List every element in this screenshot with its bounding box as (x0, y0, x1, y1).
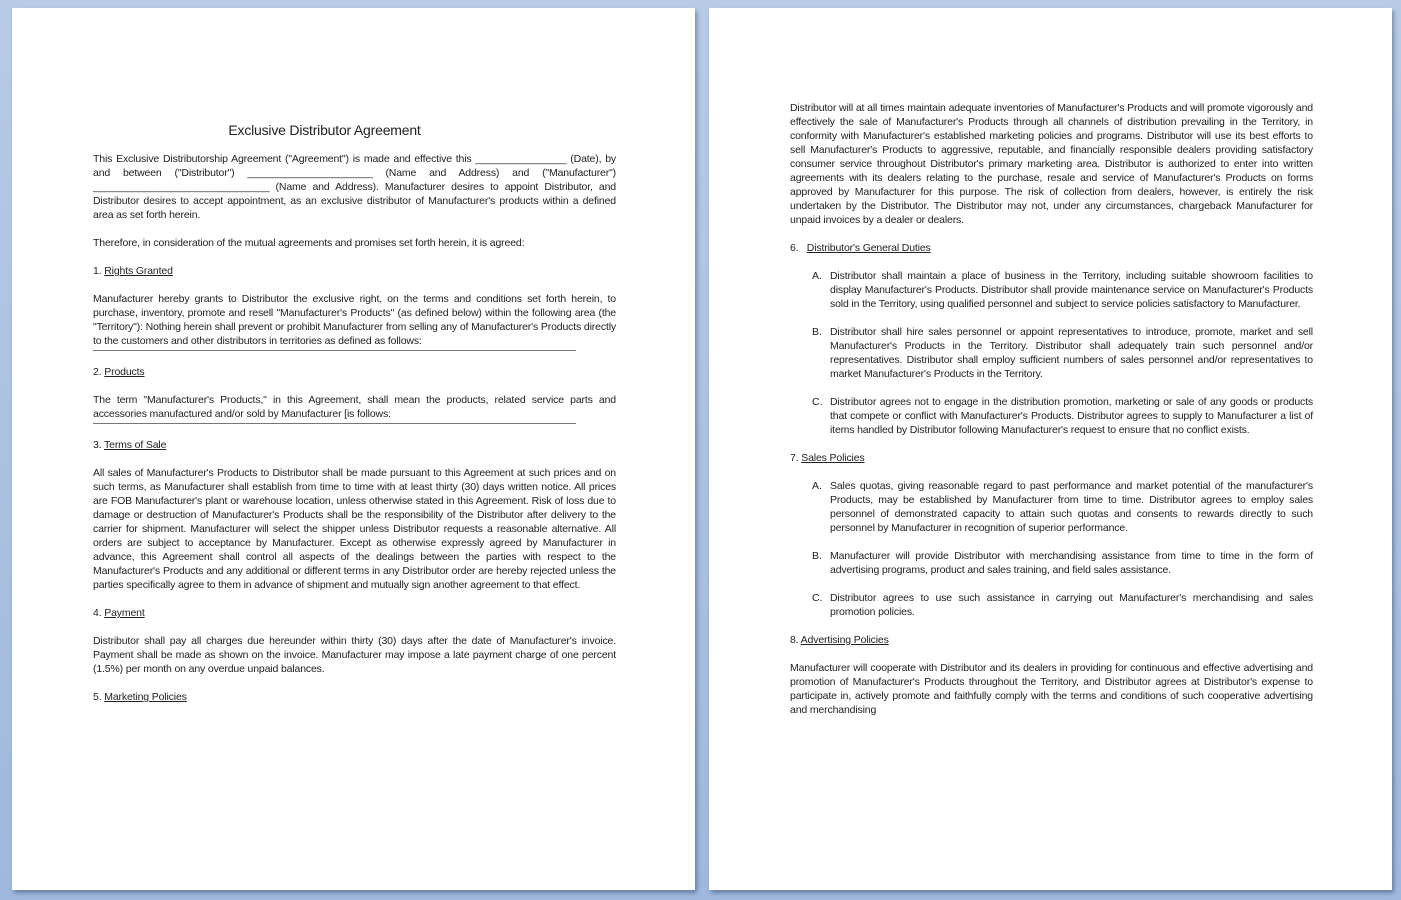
section-5-number: 5. (93, 691, 102, 703)
section-4-heading (93, 606, 616, 620)
section-1-body: Manufacturer hereby grants to Distributor the exclusive right, on the terms and conditions set forth herein, to purchase, inventory, promote and resell "Manufacturer's Products" (as defined below) within the following area (the "Territory"): Nothing herein shall prevent or prohibit Manufacturer from selling any of Manufacturer's Products directly to the customers and other distributors in territories as defined as follows: (93, 293, 616, 347)
section-6-number: 6. (790, 242, 799, 254)
section-2-title: Products (104, 366, 145, 378)
section-3-number: 3. (93, 439, 102, 451)
intro-paragraph: This Exclusive Distributorship Agreement ("Agreement") is made and effective this ________________ (Date), by and between ("Distributor") ______________________ (Name and Address) and ("Manufacturer") _______________________________ (Name and Address). Manufacturer desires to appoint Distributor, and Distributor desires to accept appointment, as an exclusive distributor of Manufacturer's products within a defined area as set forth herein. (93, 153, 616, 221)
section-7-number: 7. (790, 452, 799, 464)
document-title: Exclusive Distributor Agreement (228, 122, 421, 138)
list-item-text: Sales quotas, giving reasonable regard to past performance and market potential of the manufacturer's Products, may be established by Manufacturer from time to time. Distributor agrees to employ sales personnel of demonstrated capacity to attain such quotas and consents to rewards directly to such personnel by Manufacturer in recognition of superior performance. (830, 480, 1313, 534)
section-8-body: Manufacturer will cooperate with Distributor and its dealers in providing for continuous and effective advertising and promotion of Manufacturer's Products throughout the Territory, and Distributor agrees at Distributor's expense to participate in, actively promote and faithfully comply with the terms and conditions of such cooperative advertising and merchandising (790, 662, 1313, 716)
document-page-left (12, 8, 695, 890)
section-8-number: 8. (790, 634, 799, 646)
section-1-title: Rights Granted (104, 265, 173, 277)
section-8-title: Advertising Policies (800, 634, 889, 646)
list-item-text: Distributor agrees to use such assistance in carrying out Manufacturer's merchandising and sales promotion policies. (830, 592, 1313, 618)
section-5-body: Distributor will at all times maintain adequate inventories of Manufacturer's Products and will promote vigorously and effectively the sale of Manufacturer's Products through all channels of distribution prevailing in the Territory, in conformity with Manufacturer's established marketing policies and programs. Distributor will use its best efforts to sell Manufacturer's Products to aggressive, reputable, and financially responsible dealers providing satisfactory consumer service throughout Distributor's primary marketing area. Distributor is authorized to enter into written agreements with its dealers relating to the purchase, resale and service of Manufacturer's Products on forms approved by Manufacturer for this purpose. The risk of collection from dealers, however, is entirely the risk undertaken by the Distributor. The Distributor may not, under any circumstances, chargeback Manufacturer for unpaid invoices by a dealer or dealers. (790, 102, 1313, 226)
section-6-item-b (812, 325, 1313, 381)
list-item-text: Distributor agrees not to engage in the distribution promotion, marketing or sale of any goods or products that compete or conflict with Manufacturer's Products. Distributor agrees to supply to Manufacturer a list of items handled by Distributor following Manufacturer's request to ensure that no conflict exists. (830, 396, 1313, 436)
section-7-item-a (812, 479, 1313, 535)
section-5-title: Marketing Policies (104, 691, 187, 703)
list-letter: A. (812, 270, 822, 282)
list-letter: B. (812, 550, 822, 562)
section-1-number: 1. (93, 265, 102, 277)
section-6-item-a (812, 269, 1313, 311)
section-3-body: All sales of Manufacturer's Products to Distributor shall be made pursuant to this Agreement at such prices and on such terms, as Manufacturer shall establish from time to time with at least thirty (30) days written notice. All prices are FOB Manufacturer's plant or warehouse location, unless otherwise stated in this Agreement. Risk of loss due to damage or destruction of Manufacturer's Products shall be the responsibility of the Distributor after delivery to the carrier for shipment. Manufacturer will select the shipper unless Distributor requests a reasonable alternative. All orders are subject to acceptance by Manufacturer. Except as otherwise expressly agreed by Manufacturer in advance, this Agreement shall control all aspects of the dealings between the parties with respect to the Manufacturer's Products and any additional or different terms in any Distributor order are hereby rejected unless the parties specifically agree to them in advance of shipment and mutually sign another agreement to that effect. (93, 467, 616, 591)
section-5-heading (93, 690, 616, 704)
section-4-number: 4. (93, 607, 102, 619)
section-3-heading (93, 438, 616, 452)
section-7-item-c (812, 591, 1313, 619)
section-7-item-b (812, 549, 1313, 577)
list-letter: C. (812, 592, 823, 604)
list-item-text: Distributor shall hire sales personnel or appoint representatives to introduce, promote, market and sell Manufacturer's Products in the Territory. Distributor shall adequately train such personnel and/or representatives. Distributor shall employ sufficient numbers of sales personnel and/or representatives to market Manufacturer's Products in the Territory. (830, 326, 1313, 380)
document-page-right (709, 8, 1392, 890)
list-letter: A. (812, 480, 822, 492)
section-2-number: 2. (93, 366, 102, 378)
list-letter: C. (812, 396, 823, 408)
section-6-title: Distributor's General Duties (806, 242, 931, 254)
list-item-text: Distributor shall maintain a place of business in the Territory, including suitable showroom facilities to display Manufacturer's Products. Distributor shall provide maintenance service on Manufacturer's Products sold in the Territory, using qualified personnel and subject to service policies satisfactory to Manufacturer. (830, 270, 1313, 310)
section-8-heading (790, 633, 1313, 647)
section-2-body: The term "Manufacturer's Products," in this Agreement, shall mean the products, related service parts and accessories manufactured and/or sold by Manufacturer [is follows: (93, 394, 616, 420)
section-7-heading (790, 451, 1313, 465)
section-7-title: Sales Policies (801, 452, 865, 464)
blank-line (93, 421, 576, 424)
section-4-body: Distributor shall pay all charges due hereunder within thirty (30) days after the date of Manufacturer's invoice. Payment shall be made as shown on the invoice. Manufacturer may impose a late payment charge of one percent (1.5%) per month on any overdue unpaid balances. (93, 635, 616, 675)
therefore-paragraph: Therefore, in consideration of the mutual agreements and promises set forth herein, it is agreed: (93, 237, 525, 249)
section-3-title: Terms of Sale (104, 439, 167, 451)
section-6-heading (790, 241, 1313, 255)
list-letter: B. (812, 326, 822, 338)
section-6-item-c (812, 395, 1313, 437)
section-4-title: Payment (104, 607, 145, 619)
blank-line (93, 348, 576, 351)
section-2-heading (93, 365, 616, 379)
section-1-heading (93, 264, 616, 278)
list-item-text: Manufacturer will provide Distributor with merchandising assistance from time to time in the form of advertising programs, product and sales training, and field sales assistance. (830, 550, 1313, 576)
